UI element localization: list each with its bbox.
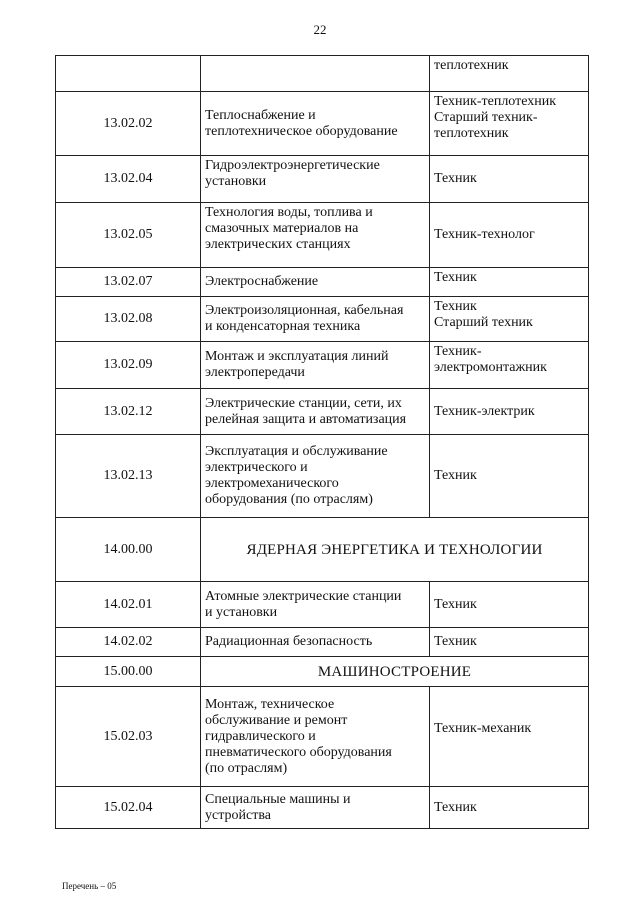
name-cell — [201, 628, 430, 657]
name-line: смазочных материалов на — [205, 221, 359, 236]
name-line: Монтаж, техническое — [205, 696, 335, 712]
table-row — [56, 628, 589, 657]
qualification-cell — [430, 203, 589, 268]
qualification-line: Техник — [434, 634, 477, 649]
table-row — [56, 687, 589, 787]
name-cell — [201, 435, 430, 518]
table-row — [56, 389, 589, 435]
qualification-line: Техник — [434, 270, 477, 285]
page-number: 22 — [313, 22, 327, 37]
qualification-line: Техник — [434, 171, 477, 186]
qualification-cell — [430, 156, 589, 203]
name-line: гидравлического и — [205, 728, 316, 744]
name-line: Эксплуатация и обслуживание — [205, 444, 388, 459]
section-row — [56, 657, 589, 687]
name-line: оборудования (по отраслям) — [205, 492, 373, 507]
table-row — [56, 297, 589, 342]
code-cell: 13.02.13 — [56, 435, 201, 518]
name-line: обслуживание и ремонт — [205, 712, 348, 728]
qualification-line: Техник — [434, 299, 477, 314]
qualification-line: теплотехник — [434, 58, 509, 73]
qualification-cell — [430, 92, 589, 156]
name-line: Атомные электрические станции — [205, 588, 402, 604]
table-row — [56, 268, 589, 297]
table-row — [56, 56, 589, 92]
name-line: электрических станциях — [205, 237, 351, 252]
name-cell — [201, 687, 430, 787]
name-cell — [201, 56, 430, 92]
code-cell: 13.02.05 — [56, 203, 201, 268]
name-line: Монтаж и эксплуатация линий — [205, 349, 389, 364]
name-line: Электроснабжение — [205, 274, 319, 289]
name-line: Теплоснабжение и — [205, 107, 316, 123]
name-line: Радиационная безопасность — [205, 634, 373, 649]
code-cell: 13.02.02 — [56, 92, 201, 156]
name-line: Технология воды, топлива и — [205, 205, 373, 220]
name-line: установки — [205, 174, 267, 189]
name-line: Гидроэлектроэнергетические — [205, 158, 380, 173]
name-line: и конденсаторная техника — [205, 319, 361, 334]
qualification-cell — [430, 297, 589, 342]
table-row — [56, 156, 589, 203]
section-title: ЯДЕРНАЯ ЭНЕРГЕТИКА И ТЕХНОЛОГИИ — [201, 518, 589, 582]
qualification-cell — [430, 787, 589, 829]
table-row — [56, 435, 589, 518]
code-cell: 15.02.03 — [56, 687, 201, 787]
qualification-cell — [430, 435, 589, 518]
table-row — [56, 203, 589, 268]
code-cell: 13.02.04 — [56, 156, 201, 203]
name-cell — [201, 297, 430, 342]
code-cell: 13.02.12 — [56, 389, 201, 435]
name-cell — [201, 582, 430, 628]
qualification-line: Техник — [434, 468, 477, 483]
table-row — [56, 787, 589, 829]
name-line: устройства — [205, 807, 271, 823]
specialties-table — [55, 55, 589, 829]
qualification-cell — [430, 342, 589, 389]
name-line: электромеханического — [205, 476, 339, 491]
qualification-cell — [430, 389, 589, 435]
section-code: 14.00.00 — [56, 518, 201, 582]
qualification-line: Техник-теплотехник — [434, 94, 557, 109]
name-line: электропередачи — [205, 365, 305, 380]
section-title: МАШИНОСТРОЕНИЕ — [201, 657, 589, 687]
name-line: релейная защита и автоматизация — [205, 411, 407, 427]
table-row — [56, 342, 589, 389]
code-cell: 13.02.09 — [56, 342, 201, 389]
qualification-line: Техник — [434, 596, 477, 612]
name-line: Электроизоляционная, кабельная — [205, 303, 404, 318]
qualification-line: Техник-электрик — [434, 403, 535, 419]
name-cell — [201, 268, 430, 297]
qualification-line: Техник — [434, 799, 477, 815]
table-row — [56, 92, 589, 156]
code-cell — [56, 56, 201, 92]
document-footer: Перечень – 05 — [62, 881, 117, 891]
name-line: Электрические станции, сети, их — [205, 395, 402, 411]
code-cell: 15.02.04 — [56, 787, 201, 829]
name-line: теплотехническое оборудование — [205, 123, 398, 139]
code-cell: 14.02.02 — [56, 628, 201, 657]
qualification-line: электромонтажник — [434, 360, 547, 375]
name-cell — [201, 342, 430, 389]
qualification-line: теплотехник — [434, 126, 509, 141]
name-line: пневматического оборудования — [205, 744, 392, 760]
qualification-line: Техник-технолог — [434, 227, 535, 242]
name-line: электрического и — [205, 460, 308, 475]
qualification-cell — [430, 582, 589, 628]
qualification-line: Старший техник- — [434, 110, 538, 125]
qualification-line: Техник-механик — [434, 721, 532, 736]
section-row — [56, 518, 589, 582]
code-cell: 13.02.07 — [56, 268, 201, 297]
name-cell — [201, 203, 430, 268]
code-cell: 14.02.01 — [56, 582, 201, 628]
name-line: (по отраслям) — [205, 760, 288, 776]
name-cell — [201, 389, 430, 435]
name-line: и установки — [205, 604, 278, 620]
table-row — [56, 582, 589, 628]
qualification-cell — [430, 56, 589, 92]
name-cell — [201, 787, 430, 829]
qualification-cell — [430, 687, 589, 787]
name-cell — [201, 92, 430, 156]
qualification-cell — [430, 628, 589, 657]
name-line: Специальные машины и — [205, 791, 351, 807]
code-cell: 13.02.08 — [56, 297, 201, 342]
section-code: 15.00.00 — [56, 657, 201, 687]
name-cell — [201, 156, 430, 203]
qualification-cell — [430, 268, 589, 297]
qualification-line: Техник- — [434, 344, 482, 359]
qualification-line: Старший техник — [434, 315, 533, 330]
